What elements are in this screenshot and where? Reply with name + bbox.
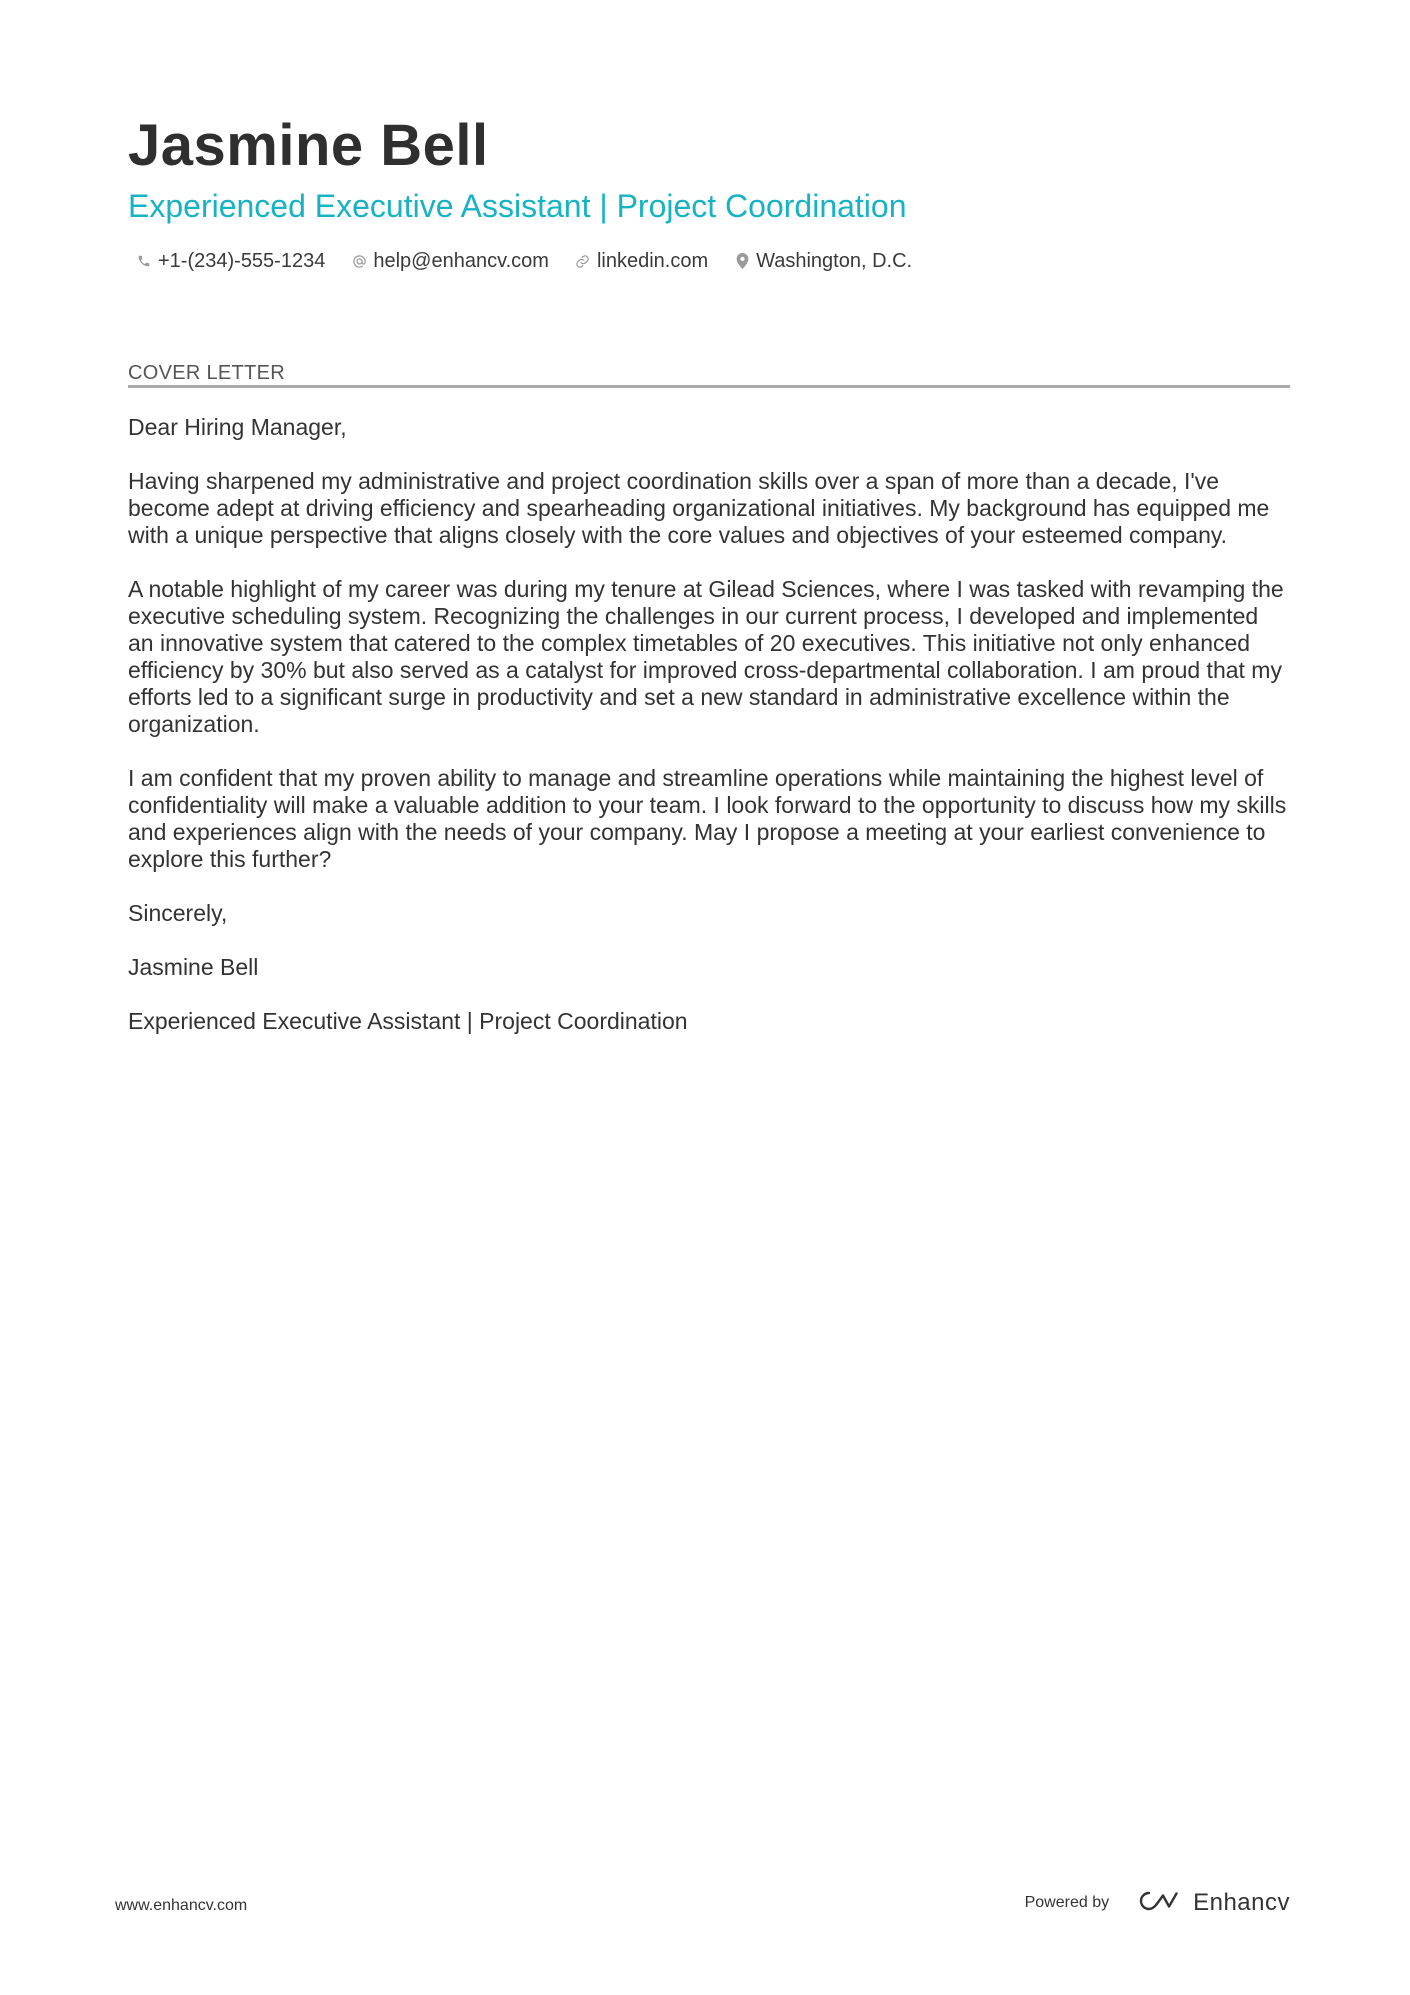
contact-location (734, 250, 912, 273)
letter-paragraph: I am confident that my proven ability to manage and streamline operations while maintaining the highest level of confidentiality will make a valuable addition to your team. I look forward to the opportunity to discuss how my skills and experiences align with the needs of your company. May I propose a meeting at your earliest convenience to explore this further? (128, 765, 1287, 872)
signature-title: Experienced Executive Assistant | Project Coordination (128, 1008, 688, 1034)
footer-powered-by (1025, 1883, 1290, 1923)
at-icon (351, 252, 367, 270)
contact-email-text: help@enhancv.com (373, 249, 549, 272)
signature-name: Jasmine Bell (128, 954, 259, 980)
candidate-headline: Experienced Executive Assistant | Project Coordination (128, 188, 907, 224)
contact-bar (136, 244, 938, 278)
contact-email (351, 250, 549, 273)
link-icon (575, 252, 591, 270)
footer-url[interactable]: www.enhancv.com (115, 1897, 248, 1914)
powered-by-label: Powered by (1024, 1894, 1110, 1911)
section-title: COVER LETTER (128, 362, 285, 384)
contact-location-text: Washington, D.C. (756, 249, 913, 272)
contact-linkedin (575, 250, 708, 273)
contact-linkedin-text: linkedin.com (596, 249, 709, 272)
letter-paragraph: A notable highlight of my career was during my tenure at Gilead Sciences, where I was tasked with revamping the executive scheduling system. Recognizing the challenges in our current process, I developed and implemented an innovative system that catered to the complex timetables of 20 executives. This initiative not only enhanced efficiency by 30% but also served as a catalyst for improved cross-departmental collaboration. I am proud that my efforts led to a significant surge in productivity and set a new standard in administrative excellence within the organization. (128, 576, 1284, 737)
enhancv-brand-name: Enhancv (1193, 1889, 1290, 1916)
contact-phone (136, 250, 325, 273)
letter-greeting: Dear Hiring Manager, (128, 414, 347, 440)
letter-closing: Sincerely, (128, 900, 228, 926)
enhancv-logo-icon (1135, 1889, 1181, 1918)
location-pin-icon (734, 252, 750, 270)
letter-paragraph: Having sharpened my administrative and project coordination skills over a span of more than a decade, I've become adept at driving efficiency and spearheading organizational initiatives. My background has equipped me with a unique perspective that aligns closely with the core values and objectives of your esteemed company. (128, 468, 1270, 548)
contact-phone-text: +1-(234)-555-1234 (158, 249, 326, 272)
enhancv-logo[interactable] (1135, 1889, 1290, 1918)
phone-icon (136, 252, 152, 270)
letter-body (128, 414, 1290, 1062)
section-divider (128, 385, 1290, 388)
candidate-name: Jasmine Bell (128, 113, 489, 178)
